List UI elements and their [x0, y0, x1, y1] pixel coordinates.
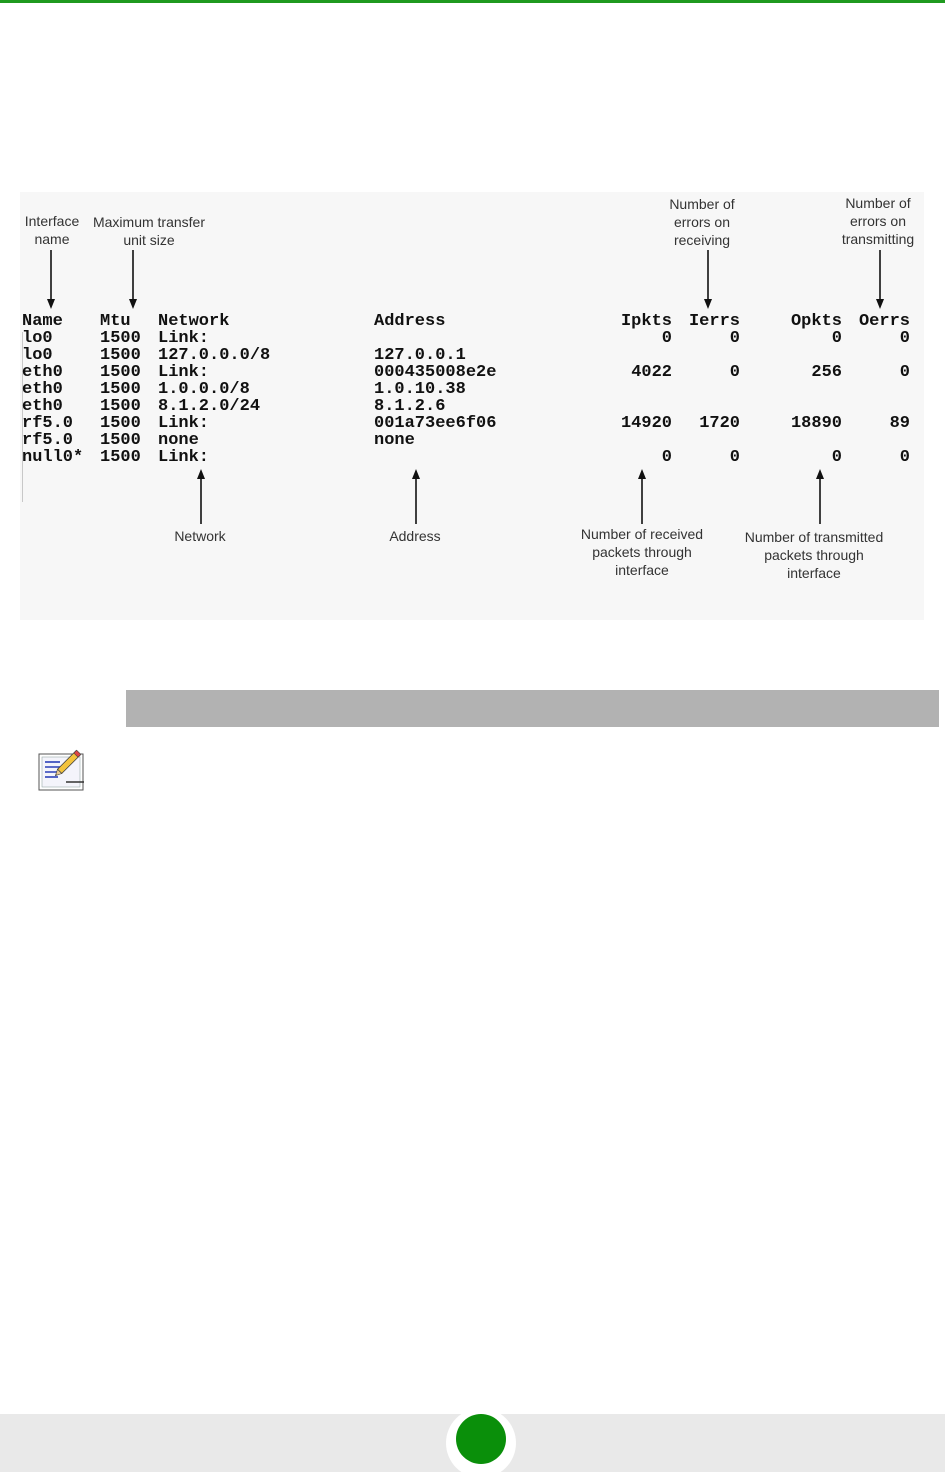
terminal-col-mtu: Mtu 1500 1500 1500 1500 1500 1500 1500 1500 [100, 312, 141, 467]
annotation-oerrs: Number of errors on transmitting [841, 195, 915, 247]
note-pencil-icon [36, 740, 88, 792]
terminal-col-address: Address 127.0.0.1 000435008e2e 1.0.10.38 8.1.2.6 001a73ee6f06 none [374, 312, 497, 450]
netstat-figure [20, 192, 924, 620]
header-rule [0, 0, 945, 3]
annotation-ipkts: Number of received packets through interface [580, 526, 704, 578]
annotation-address: Address [389, 528, 441, 544]
annotation-interface-name: Interface name [24, 213, 80, 247]
annotation-network: Network [174, 528, 226, 544]
terminal-col-ierrs: Ierrs 0 0 1720 0 [688, 312, 740, 467]
annotation-mtu: Maximum transfer unit size [92, 214, 206, 248]
terminal-col-network: Network Link: 127.0.0.0/8 Link: 1.0.0.0/8 8.1.2.0/24 Link: none Link: [158, 312, 271, 467]
footer-page-dot [456, 1414, 506, 1464]
annotation-opkts: Number of transmitted packets through interface [744, 529, 884, 581]
terminal-col-name: Name lo0 lo0 eth0 eth0 eth0 rf5.0 rf5.0 null0* [22, 312, 84, 467]
annotation-ierrs: Number of errors on receiving [669, 196, 735, 248]
annotation-arrows [20, 192, 924, 620]
note-heading-bar [126, 690, 939, 727]
terminal-col-opkts: Opkts 0 256 18890 0 [790, 312, 842, 467]
terminal-col-oerrs: Oerrs 0 0 89 0 [858, 312, 910, 467]
terminal-col-ipkts: Ipkts 0 4022 14920 0 [620, 312, 672, 467]
